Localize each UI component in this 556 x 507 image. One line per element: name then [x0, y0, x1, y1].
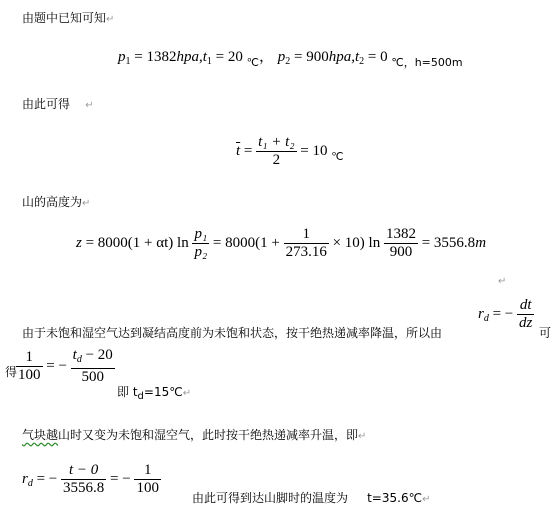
var-t1: t [202, 49, 207, 65]
val-t2: = 0 [367, 49, 388, 65]
frac-100: 100 [136, 480, 159, 496]
height-formula-a: = 8000(1 + αt) ln [85, 234, 189, 251]
fraction-p [192, 226, 209, 261]
minus-sign: = − [492, 305, 514, 322]
equation-mean-temp: $\overline{t}$ = $\frac{\text{t₁ + t₂}}{2}$ = 10 $_℃$ [236, 134, 344, 168]
td-label: 即 t [117, 385, 138, 399]
derive-text [22, 97, 94, 113]
derive-label: 由此可得 [22, 97, 71, 111]
fraction-dtdz [517, 297, 534, 332]
unit-m: m [475, 234, 487, 251]
height-formula-c: × 10) ln [332, 234, 381, 251]
paragraph-mark: ↵ [106, 14, 115, 25]
td-value: =15℃ [143, 385, 183, 399]
fraction-1-100-b [134, 462, 161, 497]
frac-p2: p₂ [194, 244, 208, 260]
paragraph-mark: ↵ [82, 198, 91, 209]
celsius-unit: ℃ [331, 150, 344, 163]
fraction-alpha [284, 226, 329, 261]
frac-one: 1 [302, 226, 310, 242]
sub-d: d [27, 477, 33, 489]
equation-height [76, 226, 486, 261]
var-p1: p [118, 49, 126, 65]
var-p2: p [277, 49, 286, 65]
height-formula-b: = 8000(1 + [212, 234, 280, 251]
minus-20: − 20 [85, 347, 113, 363]
fraction-pressure [384, 226, 418, 261]
td-result [117, 385, 191, 404]
sub-2: 2 [285, 56, 291, 67]
final-value: t=35.6℃ [367, 491, 423, 505]
height-result: = 3556.8 [421, 234, 476, 251]
equation-rise [22, 462, 161, 497]
fraction-height [61, 462, 106, 497]
frac-1: 1 [143, 462, 152, 478]
frac-num: t₁ + t₂ [258, 134, 295, 150]
frac-1: 1 [25, 349, 33, 365]
paragraph-mark: ↵ [498, 276, 507, 287]
frac-100: 100 [18, 367, 41, 383]
final-label: 由此可得到达山脚时的温度为 [192, 491, 349, 505]
val-t1: = 20 [215, 49, 243, 65]
unit-hpa-2: hpa [328, 49, 352, 65]
fraction-mean [256, 134, 296, 169]
var-t2: t [354, 49, 360, 65]
lapse-explanation: 由于未饱和湿空气达到凝结高度前为未饱和状态，按干绝热递减率降温，所以由 [22, 326, 443, 340]
minus-sign: = − [46, 357, 67, 374]
frac-35568: 3556.8 [63, 480, 105, 496]
minus-sign-2: = − [110, 470, 131, 487]
frac-500: 500 [71, 368, 115, 386]
equation-lapse-rate [478, 297, 534, 332]
given-tail: ℃，h=500m [391, 56, 463, 69]
paragraph-mark: ↵ [182, 388, 192, 399]
sub-t1: 1 [206, 56, 212, 67]
crossing-rest: 山时又变为未饱和湿空气，此时按干绝热递减率升温，即 [58, 428, 359, 442]
frac-27316: 273.16 [285, 244, 327, 260]
frac-p1: p₁ [194, 226, 208, 242]
frac-dz: dz [519, 315, 533, 331]
crossing-text [22, 428, 366, 444]
celsius-unit: ℃ [246, 57, 259, 69]
var-t: t [72, 347, 77, 363]
frac-1382: 1382 [385, 226, 416, 242]
intro-text [22, 11, 114, 27]
frac-t0: t − 0 [68, 462, 99, 478]
unit-hpa: hpa [176, 49, 199, 65]
val-p2: = 900 [293, 49, 329, 65]
separator: ， [258, 49, 274, 65]
final-text [192, 491, 430, 507]
lapse-end [539, 326, 551, 340]
sub-t2: 2 [359, 56, 365, 67]
var-z: z [76, 234, 82, 251]
fraction-1-100 [16, 349, 43, 384]
frac-den: 2 [256, 151, 296, 169]
mean-t: $\overline{t}$ [236, 142, 241, 159]
equation-given: $p_1 = 1382hpa,t_1 = 20$ $_℃$， $p_2 = 900hpa,t_2 = 0$ $_{℃,h=500m}$ [118, 49, 463, 69]
prefix-de: 得 [5, 365, 18, 379]
sub-1: 1 [125, 56, 131, 67]
paragraph-mark: ↵ [85, 100, 94, 111]
height-label: 山的高度为 [22, 195, 83, 209]
var-r: r [22, 470, 28, 487]
equation-td [16, 347, 115, 386]
paragraph-mark: ↵ [422, 494, 431, 505]
frac-900: 900 [384, 243, 418, 261]
sub-d: d [483, 312, 489, 324]
paragraph-mark: ↵ [358, 431, 367, 442]
mean-value: = 10 [300, 142, 328, 159]
minus-sign: = − [36, 470, 58, 487]
var-r: r [478, 305, 484, 322]
height-text [22, 195, 90, 211]
val-p1: = 1382 [134, 49, 177, 65]
td-sub: d [137, 391, 144, 402]
crossing-wavy: 气块越 [22, 428, 59, 442]
intro-label: 由题中已知可知 [22, 11, 107, 25]
frac-dt: dt [519, 297, 532, 313]
sub-d: d [76, 354, 82, 365]
lapse-text [22, 326, 442, 340]
lapse-end-char: 可 [539, 326, 552, 340]
fraction-td [71, 347, 115, 386]
